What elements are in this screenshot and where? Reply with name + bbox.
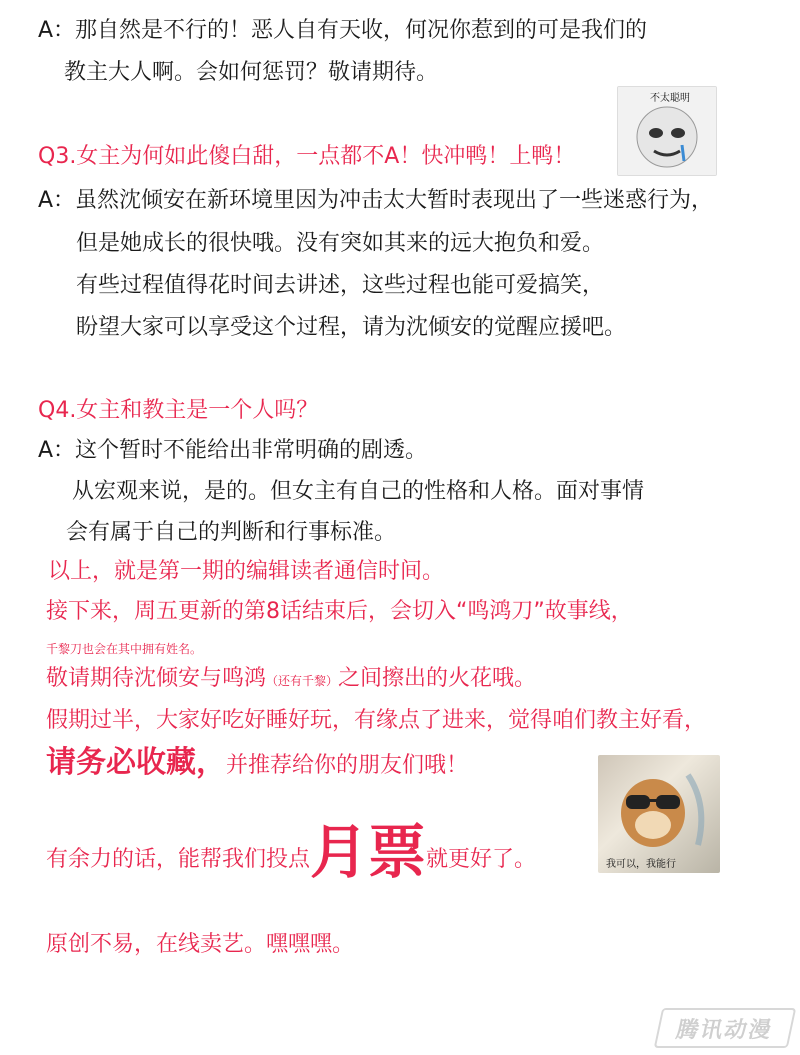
collect-emphasis: 请务必收藏， bbox=[46, 745, 226, 780]
answer-4-line-2: 从宏观来说，是的。但女主有自己的性格和人格。面对事情 bbox=[72, 479, 645, 504]
answer-4-line-1: A：这个暂时不能给出非常明确的剧透。 bbox=[38, 438, 428, 463]
question-4: Q4.女主和教主是一个人吗？ bbox=[38, 398, 319, 423]
paragraph-7-part-b: 就更好了。 bbox=[426, 847, 537, 872]
meme-face-image bbox=[617, 86, 717, 176]
meme-1-caption: 不太聪明 bbox=[650, 93, 690, 104]
answer-3-line-1: A：虽然沈倾安在新环境里因为冲击太大暂时表现出了一些迷惑行为， bbox=[38, 188, 714, 213]
paragraph-6-rest: 并推荐给你的朋友们哦！ bbox=[226, 753, 469, 778]
clipped-top-line bbox=[38, 0, 628, 8]
paragraph-1: 以上，就是第一期的编辑读者通信时间。 bbox=[48, 559, 445, 584]
paragraph-7-part-a: 有余力的话，能帮我们投点 bbox=[46, 847, 311, 872]
paragraph-4-part-a: 敬请期待沈倾安与鸣鸿 bbox=[46, 666, 267, 691]
paragraph-7 bbox=[46, 818, 537, 890]
answer-3-line-4: 盼望大家可以享受这个过程，请为沈倾安的觉醒应援吧。 bbox=[76, 315, 627, 340]
answer-2-line-1: A：那自然是不行的！恶人自有天收，何况你惹到的可是我们的 bbox=[38, 18, 648, 43]
question-3: Q3.女主为何如此傻白甜，一点都不A！快冲鸭！上鸭！ bbox=[38, 144, 576, 169]
watermark-logo: 腾讯动漫 bbox=[654, 1008, 797, 1048]
meme-cat-image bbox=[598, 755, 720, 873]
paragraph-4 bbox=[46, 664, 536, 696]
paragraph-5: 假期过半，大家好吃好睡好玩，有缘点了进来，觉得咱们教主好看， bbox=[46, 708, 707, 733]
paragraph-2: 接下来，周五更新的第8话结束后，会切入“鸣鸿刀”故事线， bbox=[46, 599, 633, 624]
paragraph-3: 千黎刀也会在其中拥有姓名。 bbox=[46, 642, 203, 656]
paragraph-6 bbox=[46, 745, 469, 781]
paragraph-8: 原创不易，在线卖艺。嘿嘿嘿。 bbox=[46, 932, 355, 957]
answer-4-line-3: 会有属于自己的判断和行事标准。 bbox=[66, 520, 397, 545]
answer-2-line-2: 教主大人啊。会如何惩罚？敬请期待。 bbox=[64, 60, 439, 85]
paragraph-4-small: （还有千黎） bbox=[266, 674, 339, 688]
paragraph-4-part-b: 之间擦出的火花哦。 bbox=[338, 666, 537, 691]
monthly-ticket-emphasis: 月票 bbox=[310, 818, 427, 886]
answer-3-line-3: 有些过程值得花时间去讲述，这些过程也能可爱搞笑， bbox=[76, 273, 605, 298]
answer-3-line-2: 但是她成长的很快哦。没有突如其来的远大抱负和爱。 bbox=[76, 231, 605, 256]
meme-2-caption: 我可以，我能行 bbox=[606, 859, 676, 870]
